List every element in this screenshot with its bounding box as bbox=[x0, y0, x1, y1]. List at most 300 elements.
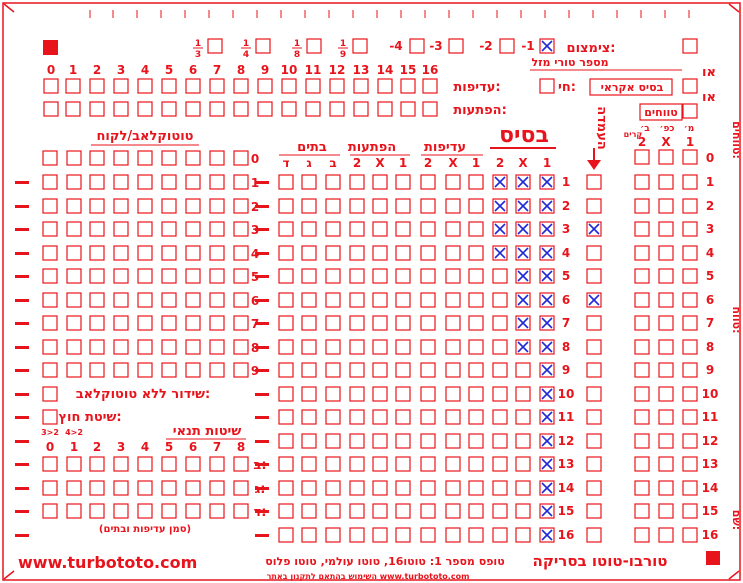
client-box-8-3[interactable] bbox=[114, 340, 128, 354]
surp-box-15-1[interactable] bbox=[373, 504, 387, 518]
pref-box-16-1[interactable] bbox=[446, 528, 460, 542]
surprise-box-2[interactable] bbox=[90, 102, 104, 116]
client-box-6-5[interactable] bbox=[162, 293, 176, 307]
client-box-5-0[interactable] bbox=[43, 269, 57, 283]
surprise-box-14[interactable] bbox=[378, 102, 392, 116]
pref-box-14-1[interactable] bbox=[446, 481, 460, 495]
surp-box-2-2[interactable] bbox=[350, 199, 364, 213]
cond-box-0-7[interactable] bbox=[210, 457, 224, 471]
placement-box-16[interactable] bbox=[587, 528, 601, 542]
client-box-9-2[interactable] bbox=[90, 363, 104, 377]
placement-box-10[interactable] bbox=[587, 387, 601, 401]
house-box-9-0[interactable] bbox=[326, 363, 340, 377]
pref-box-10-1[interactable] bbox=[446, 387, 460, 401]
pref-box-6-2[interactable] bbox=[421, 293, 435, 307]
range-hit-7[interactable] bbox=[683, 316, 697, 330]
pref-box-13-1[interactable] bbox=[446, 457, 460, 471]
house-box-8-2[interactable] bbox=[279, 340, 293, 354]
base-box-13-2[interactable] bbox=[493, 457, 507, 471]
range-cap-15[interactable] bbox=[659, 504, 673, 518]
client-box-7-3[interactable] bbox=[114, 316, 128, 330]
pref-box-1-2[interactable] bbox=[421, 175, 435, 189]
range-hit-2[interactable] bbox=[683, 199, 697, 213]
pref-box-2-1[interactable] bbox=[446, 199, 460, 213]
compress-option--4[interactable] bbox=[410, 39, 424, 53]
base-box-12-2[interactable] bbox=[493, 434, 507, 448]
surp-box-12-1[interactable] bbox=[373, 434, 387, 448]
house-box-6-2[interactable] bbox=[279, 293, 293, 307]
placement-box-1[interactable] bbox=[587, 175, 601, 189]
house-box-4-0[interactable] bbox=[326, 246, 340, 260]
range-hit-11[interactable] bbox=[683, 410, 697, 424]
surp-box-9-2[interactable] bbox=[350, 363, 364, 377]
client-box-1-8[interactable] bbox=[234, 175, 248, 189]
pref-box-7-0[interactable] bbox=[469, 316, 483, 330]
range-min-0[interactable] bbox=[635, 150, 649, 164]
client-box-2-0[interactable] bbox=[43, 199, 57, 213]
pref-box-8-0[interactable] bbox=[469, 340, 483, 354]
placement-box-12[interactable] bbox=[587, 434, 601, 448]
range-min-5[interactable] bbox=[635, 269, 649, 283]
placement-box-14[interactable] bbox=[587, 481, 601, 495]
pref-box-12-1[interactable] bbox=[446, 434, 460, 448]
pref-box-4-0[interactable] bbox=[469, 246, 483, 260]
client-box-6-7[interactable] bbox=[210, 293, 224, 307]
client-box-2-5[interactable] bbox=[162, 199, 176, 213]
client-box-9-7[interactable] bbox=[210, 363, 224, 377]
cond-box-2-3[interactable] bbox=[114, 504, 128, 518]
cond-box-1-0[interactable] bbox=[43, 481, 57, 495]
client-box-7-5[interactable] bbox=[162, 316, 176, 330]
fraction-1-9-box[interactable] bbox=[353, 39, 367, 53]
range-cap-0[interactable] bbox=[659, 150, 673, 164]
base-box-6-2[interactable] bbox=[493, 293, 507, 307]
house-box-5-1[interactable] bbox=[302, 269, 316, 283]
house-box-2-1[interactable] bbox=[302, 199, 316, 213]
preference-box-11[interactable] bbox=[306, 79, 320, 93]
client-box-2-3[interactable] bbox=[114, 199, 128, 213]
client-box-4-7[interactable] bbox=[210, 246, 224, 260]
house-box-10-2[interactable] bbox=[279, 387, 293, 401]
client-box-2-8[interactable] bbox=[234, 199, 248, 213]
surp-box-5-1[interactable] bbox=[373, 269, 387, 283]
client-box-6-3[interactable] bbox=[114, 293, 128, 307]
client-box-1-1[interactable] bbox=[67, 175, 81, 189]
surp-box-8-0[interactable] bbox=[396, 340, 410, 354]
client-box-3-5[interactable] bbox=[162, 222, 176, 236]
range-hit-12[interactable] bbox=[683, 434, 697, 448]
surp-box-12-2[interactable] bbox=[350, 434, 364, 448]
house-box-10-0[interactable] bbox=[326, 387, 340, 401]
range-min-8[interactable] bbox=[635, 340, 649, 354]
pref-box-6-1[interactable] bbox=[446, 293, 460, 307]
surp-box-7-1[interactable] bbox=[373, 316, 387, 330]
surp-box-7-0[interactable] bbox=[396, 316, 410, 330]
cond-box-1-5[interactable] bbox=[162, 481, 176, 495]
surp-box-14-1[interactable] bbox=[373, 481, 387, 495]
ranges-box[interactable] bbox=[683, 104, 697, 118]
pref-box-2-0[interactable] bbox=[469, 199, 483, 213]
house-box-2-0[interactable] bbox=[326, 199, 340, 213]
range-hit-8[interactable] bbox=[683, 340, 697, 354]
client-box-0-0[interactable] bbox=[43, 151, 57, 165]
range-min-2[interactable] bbox=[635, 199, 649, 213]
cond-box-0-2[interactable] bbox=[90, 457, 104, 471]
client-box-0-7[interactable] bbox=[210, 151, 224, 165]
surp-box-10-1[interactable] bbox=[373, 387, 387, 401]
pref-box-15-1[interactable] bbox=[446, 504, 460, 518]
preference-box-2[interactable] bbox=[90, 79, 104, 93]
range-min-12[interactable] bbox=[635, 434, 649, 448]
client-box-8-2[interactable] bbox=[90, 340, 104, 354]
preference-box-3[interactable] bbox=[114, 79, 128, 93]
lucky-series-box[interactable] bbox=[683, 39, 697, 53]
pref-box-12-2[interactable] bbox=[421, 434, 435, 448]
house-box-13-2[interactable] bbox=[279, 457, 293, 471]
cond-box-2-7[interactable] bbox=[210, 504, 224, 518]
surp-box-7-2[interactable] bbox=[350, 316, 364, 330]
base-box-7-2[interactable] bbox=[493, 316, 507, 330]
house-box-14-1[interactable] bbox=[302, 481, 316, 495]
range-hit-5[interactable] bbox=[683, 269, 697, 283]
client-box-0-5[interactable] bbox=[162, 151, 176, 165]
client-box-1-3[interactable] bbox=[114, 175, 128, 189]
surp-box-12-0[interactable] bbox=[396, 434, 410, 448]
range-cap-14[interactable] bbox=[659, 481, 673, 495]
client-box-9-3[interactable] bbox=[114, 363, 128, 377]
external-box[interactable] bbox=[43, 410, 57, 424]
surprise-box-0[interactable] bbox=[44, 102, 58, 116]
surprise-box-11[interactable] bbox=[306, 102, 320, 116]
range-cap-3[interactable] bbox=[659, 222, 673, 236]
client-box-5-7[interactable] bbox=[210, 269, 224, 283]
surp-box-2-1[interactable] bbox=[373, 199, 387, 213]
pref-box-5-0[interactable] bbox=[469, 269, 483, 283]
house-box-6-0[interactable] bbox=[326, 293, 340, 307]
client-box-4-5[interactable] bbox=[162, 246, 176, 260]
surp-box-6-0[interactable] bbox=[396, 293, 410, 307]
preference-box-9[interactable] bbox=[258, 79, 272, 93]
house-box-7-2[interactable] bbox=[279, 316, 293, 330]
client-box-1-0[interactable] bbox=[43, 175, 57, 189]
range-cap-2[interactable] bbox=[659, 199, 673, 213]
pref-box-11-2[interactable] bbox=[421, 410, 435, 424]
pref-box-1-0[interactable] bbox=[469, 175, 483, 189]
cond-box-1-2[interactable] bbox=[90, 481, 104, 495]
client-box-3-7[interactable] bbox=[210, 222, 224, 236]
client-box-7-0[interactable] bbox=[43, 316, 57, 330]
range-min-15[interactable] bbox=[635, 504, 649, 518]
range-cap-4[interactable] bbox=[659, 246, 673, 260]
pref-box-7-1[interactable] bbox=[446, 316, 460, 330]
range-cap-7[interactable] bbox=[659, 316, 673, 330]
house-box-5-2[interactable] bbox=[279, 269, 293, 283]
cond-box-0-8[interactable] bbox=[234, 457, 248, 471]
range-min-3[interactable] bbox=[635, 222, 649, 236]
fraction-1-4-box[interactable] bbox=[256, 39, 270, 53]
client-box-3-8[interactable] bbox=[234, 222, 248, 236]
base-box-10-X[interactable] bbox=[516, 387, 530, 401]
preference-box-15[interactable] bbox=[401, 79, 415, 93]
pref-box-11-0[interactable] bbox=[469, 410, 483, 424]
cond-box-0-3[interactable] bbox=[114, 457, 128, 471]
pref-box-6-0[interactable] bbox=[469, 293, 483, 307]
pref-box-3-0[interactable] bbox=[469, 222, 483, 236]
surp-box-3-1[interactable] bbox=[373, 222, 387, 236]
surprise-box-10[interactable] bbox=[282, 102, 296, 116]
surp-box-5-0[interactable] bbox=[396, 269, 410, 283]
client-box-8-0[interactable] bbox=[43, 340, 57, 354]
house-box-13-0[interactable] bbox=[326, 457, 340, 471]
range-hit-1[interactable] bbox=[683, 175, 697, 189]
placement-box-5[interactable] bbox=[587, 269, 601, 283]
pref-box-8-1[interactable] bbox=[446, 340, 460, 354]
compress-option--3[interactable] bbox=[449, 39, 463, 53]
range-cap-11[interactable] bbox=[659, 410, 673, 424]
pref-box-16-2[interactable] bbox=[421, 528, 435, 542]
cond-box-2-8[interactable] bbox=[234, 504, 248, 518]
surprise-box-7[interactable] bbox=[210, 102, 224, 116]
client-box-2-1[interactable] bbox=[67, 199, 81, 213]
house-box-12-1[interactable] bbox=[302, 434, 316, 448]
surp-box-2-0[interactable] bbox=[396, 199, 410, 213]
pref-box-2-2[interactable] bbox=[421, 199, 435, 213]
surprise-box-4[interactable] bbox=[138, 102, 152, 116]
client-box-9-5[interactable] bbox=[162, 363, 176, 377]
range-hit-0[interactable] bbox=[683, 150, 697, 164]
client-box-8-4[interactable] bbox=[138, 340, 152, 354]
surp-box-9-1[interactable] bbox=[373, 363, 387, 377]
pref-box-13-0[interactable] bbox=[469, 457, 483, 471]
preference-box-16[interactable] bbox=[423, 79, 437, 93]
surp-box-15-2[interactable] bbox=[350, 504, 364, 518]
range-cap-13[interactable] bbox=[659, 457, 673, 471]
client-box-4-0[interactable] bbox=[43, 246, 57, 260]
surp-box-11-0[interactable] bbox=[396, 410, 410, 424]
house-box-1-2[interactable] bbox=[279, 175, 293, 189]
base-box-9-2[interactable] bbox=[493, 363, 507, 377]
surp-box-13-1[interactable] bbox=[373, 457, 387, 471]
client-box-7-1[interactable] bbox=[67, 316, 81, 330]
house-box-1-0[interactable] bbox=[326, 175, 340, 189]
pref-box-3-2[interactable] bbox=[421, 222, 435, 236]
surprise-box-3[interactable] bbox=[114, 102, 128, 116]
cond-box-1-3[interactable] bbox=[114, 481, 128, 495]
cond-box-2-2[interactable] bbox=[90, 504, 104, 518]
fraction-1-8-box[interactable] bbox=[307, 39, 321, 53]
house-box-2-2[interactable] bbox=[279, 199, 293, 213]
base-box-16-X[interactable] bbox=[516, 528, 530, 542]
range-hit-10[interactable] bbox=[683, 387, 697, 401]
cond-box-1-6[interactable] bbox=[186, 481, 200, 495]
client-box-8-8[interactable] bbox=[234, 340, 248, 354]
range-min-13[interactable] bbox=[635, 457, 649, 471]
surp-box-6-1[interactable] bbox=[373, 293, 387, 307]
pref-box-14-2[interactable] bbox=[421, 481, 435, 495]
client-box-0-2[interactable] bbox=[90, 151, 104, 165]
house-box-12-2[interactable] bbox=[279, 434, 293, 448]
house-box-16-1[interactable] bbox=[302, 528, 316, 542]
preference-box-13[interactable] bbox=[354, 79, 368, 93]
surprise-box-5[interactable] bbox=[162, 102, 176, 116]
client-box-5-3[interactable] bbox=[114, 269, 128, 283]
range-hit-9[interactable] bbox=[683, 363, 697, 377]
preference-box-1[interactable] bbox=[66, 79, 80, 93]
client-box-5-8[interactable] bbox=[234, 269, 248, 283]
pref-box-15-2[interactable] bbox=[421, 504, 435, 518]
no-club-box[interactable] bbox=[43, 387, 57, 401]
cond-box-0-0[interactable] bbox=[43, 457, 57, 471]
surprise-box-1[interactable] bbox=[66, 102, 80, 116]
client-box-9-6[interactable] bbox=[186, 363, 200, 377]
client-box-6-0[interactable] bbox=[43, 293, 57, 307]
client-box-0-6[interactable] bbox=[186, 151, 200, 165]
compress-option--2[interactable] bbox=[500, 39, 514, 53]
preference-box-8[interactable] bbox=[234, 79, 248, 93]
surp-box-13-0[interactable] bbox=[396, 457, 410, 471]
client-box-7-8[interactable] bbox=[234, 316, 248, 330]
client-box-7-6[interactable] bbox=[186, 316, 200, 330]
base-box-11-2[interactable] bbox=[493, 410, 507, 424]
surp-box-5-2[interactable] bbox=[350, 269, 364, 283]
placement-box-11[interactable] bbox=[587, 410, 601, 424]
placement-box-4[interactable] bbox=[587, 246, 601, 260]
placement-box-15[interactable] bbox=[587, 504, 601, 518]
house-box-9-1[interactable] bbox=[302, 363, 316, 377]
pref-box-4-1[interactable] bbox=[446, 246, 460, 260]
client-box-9-1[interactable] bbox=[67, 363, 81, 377]
surp-box-14-2[interactable] bbox=[350, 481, 364, 495]
house-box-3-2[interactable] bbox=[279, 222, 293, 236]
pref-box-10-0[interactable] bbox=[469, 387, 483, 401]
house-box-11-0[interactable] bbox=[326, 410, 340, 424]
surp-box-10-2[interactable] bbox=[350, 387, 364, 401]
client-box-1-4[interactable] bbox=[138, 175, 152, 189]
pref-box-14-0[interactable] bbox=[469, 481, 483, 495]
cond-box-1-7[interactable] bbox=[210, 481, 224, 495]
range-hit-13[interactable] bbox=[683, 457, 697, 471]
client-box-3-3[interactable] bbox=[114, 222, 128, 236]
pref-box-9-0[interactable] bbox=[469, 363, 483, 377]
life-box[interactable] bbox=[540, 79, 554, 93]
range-cap-6[interactable] bbox=[659, 293, 673, 307]
house-box-14-2[interactable] bbox=[279, 481, 293, 495]
preference-box-5[interactable] bbox=[162, 79, 176, 93]
placement-box-8[interactable] bbox=[587, 340, 601, 354]
surprise-box-15[interactable] bbox=[401, 102, 415, 116]
range-min-10[interactable] bbox=[635, 387, 649, 401]
house-box-16-2[interactable] bbox=[279, 528, 293, 542]
surp-box-6-2[interactable] bbox=[350, 293, 364, 307]
house-box-11-1[interactable] bbox=[302, 410, 316, 424]
client-box-7-7[interactable] bbox=[210, 316, 224, 330]
cond-box-2-0[interactable] bbox=[43, 504, 57, 518]
range-min-4[interactable] bbox=[635, 246, 649, 260]
base-box-14-2[interactable] bbox=[493, 481, 507, 495]
surp-box-9-0[interactable] bbox=[396, 363, 410, 377]
surp-box-8-2[interactable] bbox=[350, 340, 364, 354]
range-hit-3[interactable] bbox=[683, 222, 697, 236]
surp-box-4-0[interactable] bbox=[396, 246, 410, 260]
client-box-1-2[interactable] bbox=[90, 175, 104, 189]
pref-box-12-0[interactable] bbox=[469, 434, 483, 448]
client-box-9-0[interactable] bbox=[43, 363, 57, 377]
range-min-7[interactable] bbox=[635, 316, 649, 330]
pref-box-16-0[interactable] bbox=[469, 528, 483, 542]
client-box-9-8[interactable] bbox=[234, 363, 248, 377]
house-box-7-1[interactable] bbox=[302, 316, 316, 330]
cond-box-1-4[interactable] bbox=[138, 481, 152, 495]
surp-box-4-1[interactable] bbox=[373, 246, 387, 260]
client-box-6-8[interactable] bbox=[234, 293, 248, 307]
range-hit-15[interactable] bbox=[683, 504, 697, 518]
client-box-3-2[interactable] bbox=[90, 222, 104, 236]
house-box-3-0[interactable] bbox=[326, 222, 340, 236]
cond-box-0-1[interactable] bbox=[67, 457, 81, 471]
client-box-2-6[interactable] bbox=[186, 199, 200, 213]
range-hit-4[interactable] bbox=[683, 246, 697, 260]
range-hit-16[interactable] bbox=[683, 528, 697, 542]
cond-box-2-5[interactable] bbox=[162, 504, 176, 518]
cond-box-0-5[interactable] bbox=[162, 457, 176, 471]
client-box-7-2[interactable] bbox=[90, 316, 104, 330]
client-box-4-6[interactable] bbox=[186, 246, 200, 260]
range-min-9[interactable] bbox=[635, 363, 649, 377]
base-box-11-X[interactable] bbox=[516, 410, 530, 424]
placement-box-2[interactable] bbox=[587, 199, 601, 213]
placement-box-13[interactable] bbox=[587, 457, 601, 471]
preference-box-12[interactable] bbox=[330, 79, 344, 93]
pref-box-13-2[interactable] bbox=[421, 457, 435, 471]
pref-box-1-1[interactable] bbox=[446, 175, 460, 189]
surp-box-13-2[interactable] bbox=[350, 457, 364, 471]
range-cap-10[interactable] bbox=[659, 387, 673, 401]
pref-box-5-2[interactable] bbox=[421, 269, 435, 283]
client-box-5-5[interactable] bbox=[162, 269, 176, 283]
surp-box-16-2[interactable] bbox=[350, 528, 364, 542]
preference-box-7[interactable] bbox=[210, 79, 224, 93]
pref-box-4-2[interactable] bbox=[421, 246, 435, 260]
surprise-box-9[interactable] bbox=[258, 102, 272, 116]
preference-box-0[interactable] bbox=[44, 79, 58, 93]
cond-box-2-6[interactable] bbox=[186, 504, 200, 518]
client-box-0-1[interactable] bbox=[67, 151, 81, 165]
house-box-11-2[interactable] bbox=[279, 410, 293, 424]
surp-box-1-0[interactable] bbox=[396, 175, 410, 189]
cond-box-0-6[interactable] bbox=[186, 457, 200, 471]
house-box-4-2[interactable] bbox=[279, 246, 293, 260]
range-min-1[interactable] bbox=[635, 175, 649, 189]
surp-box-16-0[interactable] bbox=[396, 528, 410, 542]
client-box-4-8[interactable] bbox=[234, 246, 248, 260]
surprise-box-6[interactable] bbox=[186, 102, 200, 116]
house-box-3-1[interactable] bbox=[302, 222, 316, 236]
house-box-13-1[interactable] bbox=[302, 457, 316, 471]
client-box-0-4[interactable] bbox=[138, 151, 152, 165]
client-box-1-7[interactable] bbox=[210, 175, 224, 189]
client-box-8-5[interactable] bbox=[162, 340, 176, 354]
house-box-15-1[interactable] bbox=[302, 504, 316, 518]
pref-box-5-1[interactable] bbox=[446, 269, 460, 283]
surp-box-8-1[interactable] bbox=[373, 340, 387, 354]
client-box-6-6[interactable] bbox=[186, 293, 200, 307]
client-box-6-4[interactable] bbox=[138, 293, 152, 307]
preference-box-6[interactable] bbox=[186, 79, 200, 93]
client-box-4-2[interactable] bbox=[90, 246, 104, 260]
client-box-4-3[interactable] bbox=[114, 246, 128, 260]
pref-box-10-2[interactable] bbox=[421, 387, 435, 401]
preference-box-14[interactable] bbox=[378, 79, 392, 93]
